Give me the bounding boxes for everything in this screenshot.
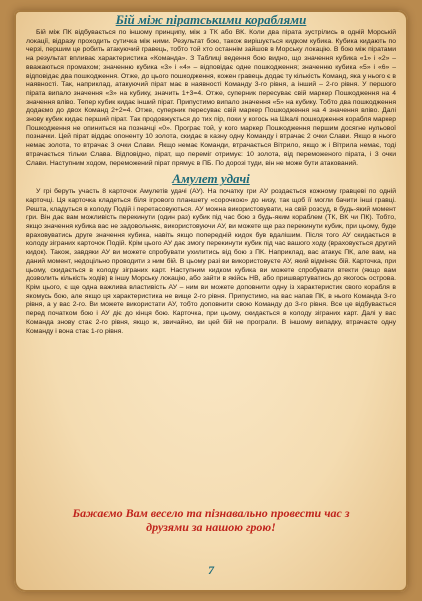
closing-wish-line-1: Бажаємо Вам весело та пізнавально провести час з — [72, 506, 350, 520]
section-title-pirate-battle: Бій між піратськими кораблями — [115, 12, 307, 27]
closing-wish — [40, 506, 382, 534]
page-number: 7 — [208, 563, 214, 577]
section-text-lucky-amulet: У грі беруть участь 8 карточок Амулетів удачі (АУ). На початку гри АУ роздається кожному гравцеві по одній карточці. Ця карточка кладеться біля ігрового планшету «сорочкою» до низу, так щоб її могли бачити інші гравці. Решта, кладуться в колоду Подій і перетасовуються. АУ можна використовувати, на свій розсуд, в будь-який момент гри. Він дає вам можливість перекинути (один раз) кубик під час бою з будь-яким кораблем (ТК, ВК чи ПК). Тобто, якщо значення кубика вас не задовольняє, використовуючи АУ, ви можете ще раз перекинути кубик, при цьому, буде враховуватись друге значення кубика, навіть якщо попередній кидок був вдалішим. Після того АУ скидається в колоду зіграних карточок Подій. Крім цього АУ дає змогу перекинути кубик під час вашого ходу (враховується другий кидок). Також, завдяки АУ ви можете спробувати ухилитись від бою з ПК. Наприклад, вас атакує ПК, але вам, на даний момент, недоцільно проводити з ним бій. В цьому разі ви використовуєте АУ, який відміняє бій. Карточка, при цьому, скидається в колоду зіграних карт. Наступним кидком кубика ви можете спробувати втекти (якщо вам дозволить кількість ходів) в іншу Морську локацію, або зайти в якійсь НВ, або пришвартуватись до якогось острова. Крім цього, є ще одна важлива властивість АУ – ним ви можете доповнити одну із характеристик свого корабля в якомусь бою, але якщо ця характеристика не вище 2-го рівня. Припустимо, на вас напав ПК, в нього Команда 3-го рівня, а у вас 2-го. Ви можете використати АУ, тобто доповнити свою Команду до 3-го рівня. Все це відбувається перед початком бою і АУ діє до кінця бою. Карточка, при цьому, скидається в колоду зіграних карт. Далі у вас Команда знову стає 2-го рівня, якщо ж, звичайно, ви цей бій не програли. В іншому випадку, втрачаєте одну Команду і вона стає 1-го рівня. — [26, 188, 396, 335]
section-title-lucky-amulet: Амулет удачі — [172, 171, 250, 187]
closing-wish-line-2: друзями за нашою грою! — [146, 520, 276, 534]
page-content — [26, 12, 396, 336]
section-text-pirate-battle: Бій між ПК відбувається по іншому принципу, між з ТК або ВК. Коли два пірата зустрілись в одній Морській локації, відразу проходить сутичка між ними. Результат бою, також вирішується кидком кубика. Кубика кидають по черзі, першим це робить атакуючий гравець, тобто той хто останнім зайшов в Морську локацію. В бою між піратами на результат впливає характеристика «Команда». З Таблиці ведення бою видно, що значення кубика «1» і «2» – вважаються промахом; значенню кубика «3» і «4» – відповідає одне пошкодження; значенню кубика «5» і «6» – відповідає два пошкодження. Отже, до цього пошкодження, кожен гравець додає ту кількість Команд, яка у нього є в наявності. Так, наприклад, атакуючий пірат має в наявності Команду 3-го рівня, а інший – 2-го рівня. У першого пірата випало значення «3» на кубику, значить 1+3=4. Отже, суперник пересуває свій маркер Пошкодження на 4 значення вліво. Тепер кубик кидає інший пірат. Припустимо випало значення «5» на кубику. Тобто два пошкодження додаємо до двох Команд 2+2=4. Отже, суперник пересуває свій маркер Пошкодження на 4 значення вліво. Далі знову кубик кидає перший пірат. Так продовжується до тих пір, поки у когось на Шкалі пошкодження корабля маркер Пошкодження не опиниться на позначці «0». Програє той, у кого маркер Пошкодження першим досягне нульової позначки. Цей пірат віддає опоненту 10 золота, скидає в казну одну Команду і втрачає 2 очки Слави. Якщо в нього немає золота, то втрачає 3 очки Слави. Якщо немає Команди, втрачається Вітрило, якщо ж і Вітрила немає, тоді втрачається тільки Слава. Відповідно, пірат, що переміг отримує: 10 золота, від переможеного пірата, і 3 очки Слави. Наступним ходом, переможений пірат прямує в ПБ. По дорозі туди, він не може бути атакований. — [26, 29, 396, 167]
